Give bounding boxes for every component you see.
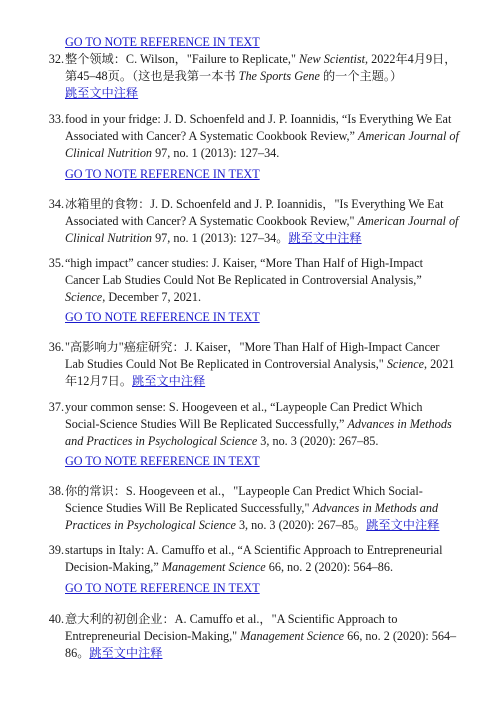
note-number: 37. bbox=[48, 400, 64, 414]
note-reference-link[interactable]: GO TO NOTE REFERENCE IN TEXT bbox=[65, 454, 260, 468]
note-item bbox=[40, 339, 460, 390]
note-number: 33. bbox=[48, 112, 64, 126]
note-number: 32. bbox=[48, 52, 64, 66]
note-item bbox=[40, 51, 460, 102]
note-item bbox=[40, 196, 460, 247]
note-text: your common sense: S. Hoogeveen et al., “Laypeople Can Predict Which Social-Science Studies Will Be Replicated Successfully,” Advances in Methods and Practices in Psychological Science 3, no. 3 (2020): 267–85. bbox=[65, 400, 452, 448]
note-number: 36. bbox=[48, 340, 64, 354]
note-number: 38. bbox=[48, 484, 64, 498]
note-number: 34. bbox=[48, 197, 64, 211]
note-item bbox=[40, 399, 460, 450]
note-text: food in your fridge: J. D. Schoenfeld and J. P. Ioannidis, “Is Everything We Eat Associated with Cancer? A Systematic Cookbook Review,” American Journal of Clinical Nutrition 97, no. 1 (2013): 127–34. bbox=[65, 112, 459, 160]
jump-to-text-link[interactable]: 跳至文中注释 bbox=[366, 518, 440, 532]
note-text: 你的常识：S. Hoogeveen et al.，"Laypeople Can Predict Which Social-Science Studies Will Be Replicated Successfully," Advances in Methods and Practices in Psychological Science 3, no. 3 (2020): 267–85。跳至文中注释 bbox=[65, 484, 440, 532]
note-reference-link[interactable]: GO TO NOTE REFERENCE IN TEXT bbox=[65, 310, 260, 324]
note-item bbox=[40, 255, 460, 306]
note-text: startups in Italy: A. Camuffo et al., “A Scientific Approach to Entrepreneurial Decision-Making,” Management Science 66, no. 2 (2020): 564–86. bbox=[65, 543, 443, 574]
jump-to-text-link[interactable]: 跳至文中注释 bbox=[288, 231, 362, 245]
note-number: 35. bbox=[48, 256, 64, 270]
note-text: 意大利的初创企业：A. Camuffo et al.，"A Scientific Approach to Entrepreneurial Decision-Making," Management Science 66, no. 2 (2020): 564–86。跳至文中注释 bbox=[65, 612, 457, 660]
note-item bbox=[40, 111, 460, 162]
note-reference-link[interactable]: GO TO NOTE REFERENCE IN TEXT bbox=[65, 35, 260, 49]
note-text: 整个领域：C. Wilson，"Failure to Replicate," New Scientist, 2022年4月9日，第45–48页。（这也是我第一本书 The Sports Gene 的一个主题。） 跳至文中注释 bbox=[65, 52, 457, 100]
note-item bbox=[40, 483, 460, 534]
jump-to-text-link[interactable]: 跳至文中注释 bbox=[132, 374, 206, 388]
note-reference-link[interactable]: GO TO NOTE REFERENCE IN TEXT bbox=[65, 167, 260, 181]
jump-to-text-link[interactable]: 跳至文中注释 bbox=[89, 646, 163, 660]
note-text: “high impact” cancer studies: J. Kaiser, “More Than Half of High-Impact Cancer Lab Studies Could Not Be Replicated in Controversial Analysis,” Science, December 7, 2021. bbox=[65, 256, 424, 304]
note-number: 39. bbox=[48, 543, 64, 557]
note-item bbox=[40, 542, 460, 576]
note-text: 冰箱里的食物：J. D. Schoenfeld and J. P. Ioannidis，"Is Everything We Eat Associated with Cancer? A Systematic Cookbook Review," American Journal of Clinical Nutrition 97, no. 1 (2013): 127–34。跳至文中注释 bbox=[65, 197, 459, 245]
note-number: 40. bbox=[48, 612, 64, 626]
note-text: "高影响力"癌症研究：J. Kaiser，"More Than Half of High-Impact Cancer Lab Studies Could Not Be Replicated in Controversial Analysis," Science, 2021年12月7日。跳至文中注释 bbox=[65, 340, 455, 388]
note-reference-link[interactable]: GO TO NOTE REFERENCE IN TEXT bbox=[65, 581, 260, 595]
jump-to-text-link[interactable]: 跳至文中注释 bbox=[65, 86, 139, 100]
note-item bbox=[40, 611, 460, 662]
